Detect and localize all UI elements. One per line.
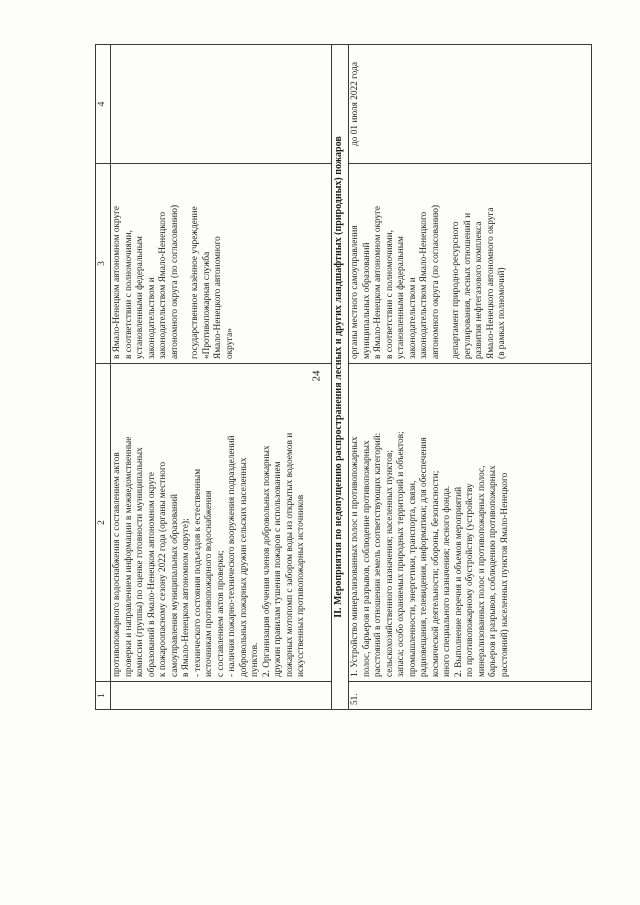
text-line: - наличия пожарно-технического вооружения подразделений: [227, 435, 238, 677]
text-line: дружин правилам тушения пожаров с использованием: [273, 461, 284, 677]
text-line: «Противопожарная служба: [201, 251, 212, 359]
text-line: запаса; особо охраняемых природных территорий и объектов;: [396, 431, 407, 677]
text-line: минерализованных полос и противопожарных полос,: [476, 465, 487, 677]
row-cont-responsible: [111, 164, 332, 364]
text-line: законодательством Ямало-Ненецкого: [419, 211, 430, 359]
text-line: добровольных пожарных дружин сельских населенных: [238, 457, 249, 677]
header-col-1: 1: [96, 682, 111, 710]
text-line: в Ямало-Ненецком автономном округе);: [181, 518, 192, 677]
text-line: округа»: [224, 328, 235, 359]
text-line: Ямало-Ненецкого автономного: [213, 236, 224, 359]
text-line: барьеров и разрывов, соблюдению противопожарных: [488, 465, 499, 677]
text-line: полос, барьеров и разрывов, соблюдение противопожарных: [361, 440, 372, 677]
text-line: космической деятельности; обороны, безопасности;: [430, 470, 441, 677]
text-line: по противопожарному обустройству (устройству: [465, 483, 476, 677]
text-line: иного специального назначения; лесного фонда.: [442, 485, 453, 677]
text-line: искусственных противопожарных источников: [296, 494, 307, 677]
rotated-table-area: [95, 45, 592, 710]
text-line: государственное казённое учреждение: [190, 206, 201, 359]
text-line: пунктов.: [250, 642, 261, 677]
table-row-51: [349, 45, 592, 710]
text-line: в Ямало-Ненецком автономном округе: [112, 206, 122, 359]
text-line: законодательством и: [146, 277, 157, 359]
section-row: [332, 45, 349, 710]
text-line: самоуправления муниципальных образований: [169, 494, 180, 677]
row-cont-number: [111, 682, 332, 710]
text-line: регулирования, лесных отношений и: [462, 212, 473, 359]
text-line: промышленности, энергетики, транспорта, связи,: [407, 480, 418, 677]
row-51-measures: [349, 364, 592, 682]
text-line: законодательством и: [407, 277, 418, 359]
text-line: сельскохозяйственного назначения; населенных пунктов;: [384, 450, 395, 677]
text-line: образований в Ямало-Ненецком автономном округе: [146, 471, 157, 677]
responsible-block-1: [112, 168, 181, 359]
text-line: противопожарного водоснабжения с составлением актов: [112, 452, 122, 677]
text-line: 2. Организация обучения членов добровольных пожарных: [261, 445, 272, 677]
text-line: радиовещания, телевидения, информатики; для обеспечения: [419, 437, 430, 677]
section-title: II. Мероприятия по недопущению распространения лесных и других ландшафтных (природных) пожаров: [332, 45, 349, 710]
text-line: - технического состояния подъездов к естественным: [192, 468, 203, 677]
row-51-number: 51.: [349, 682, 592, 710]
header-row: [96, 45, 111, 710]
text-line: Ямало-Ненецкого автономного округа: [485, 207, 496, 359]
text-line: расстояний в отношении земель соответствующих категорий:: [373, 432, 384, 677]
text-line: законодательством Ямало-Ненецкого: [158, 211, 169, 359]
text-line: 1. Устройство минерализованных полос и противопожарных: [350, 436, 360, 677]
responsible-block-2: [451, 168, 509, 359]
header-col-4: 4: [96, 45, 111, 164]
row-51-responsible: [349, 164, 592, 364]
text-line: к пожароопасному сезону 2022 года (органы местного: [158, 461, 169, 677]
text-line: расстояний) населенных пунктов Ямало-Ненецкого: [499, 472, 510, 677]
text-line: комиссии (группы) по оценке готовности муниципальных: [135, 447, 146, 677]
text-line: муниципальных образований: [361, 242, 372, 359]
text-line: (в рамках полномочий): [497, 267, 508, 359]
text-line: департамент природно-ресурсного: [451, 221, 462, 359]
text-line: источникам противопожарного водоснабжения: [204, 490, 215, 677]
text-line: органы местного самоуправления: [350, 225, 360, 359]
responsible-block-2: [190, 168, 236, 359]
measures-table: [95, 44, 592, 710]
text-line: в Ямало-Ненецком автономном округе: [373, 206, 384, 359]
header-col-2: 2: [96, 364, 111, 682]
text-line: установленными федеральным: [135, 236, 146, 359]
text-line: развития нефтегазового комплекса: [474, 221, 485, 359]
text-line: автономного округа (по согласованию): [169, 204, 180, 359]
page-number: 24: [310, 370, 323, 382]
text-line: с составлением актов проверки;: [215, 550, 226, 677]
row-51-deadline: до 01 июля 2022 года: [349, 45, 592, 164]
text-line: установленными федеральным: [396, 236, 407, 359]
text-line: автономного округа (по согласованию): [430, 204, 441, 359]
responsible-block-1: [350, 168, 442, 359]
text-line: в соответствии с полномочиями,: [384, 229, 395, 359]
text-line: пожарных мотопомп с забором воды из открытых водоемов и: [284, 432, 295, 677]
table-row-continued: [111, 45, 332, 710]
row-cont-deadline: [111, 45, 332, 164]
row-cont-measures: [111, 364, 332, 682]
text-line: 2. Выполнение перечня и объемов мероприятий: [453, 486, 464, 677]
text-line: проверки и направлением информации в межведомственные: [123, 436, 134, 677]
text-line: в соответствии с полномочиями,: [123, 229, 134, 359]
header-col-3: 3: [96, 164, 111, 364]
